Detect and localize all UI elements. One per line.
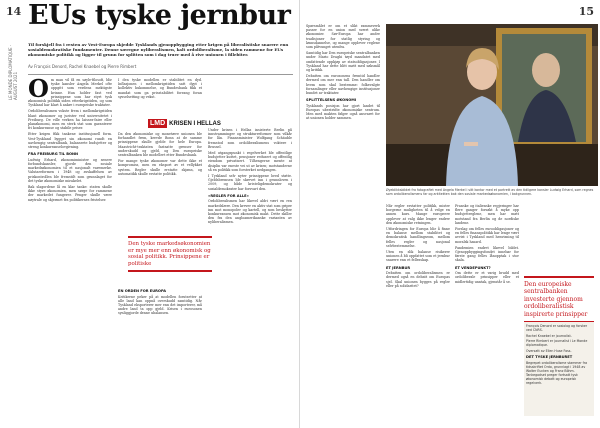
paragraph: Pandemien endret likevel bildet. Gjenoppbyggingsfondet innebar for første gang felles lånopptak i stor skala.	[455, 245, 519, 263]
subheading: ET VENDEPUNKT?	[455, 265, 491, 270]
article-column-2-top	[118, 78, 202, 114]
byline: Av François Denord, Rachel Knaebel og Pierre Rimbert	[28, 64, 137, 69]
merkel-photo	[386, 24, 598, 186]
paragraph: Bak slagordene lå en klar tanke: staten skulle ikke styre økonomien, men sørge for rammene der markedet fungerer. Penger skulle være nøytrale og skjermet fra politikernes fristelser.	[28, 185, 112, 202]
headline: EUs tyske jernbur	[28, 0, 291, 31]
subheading: ET JERNBUR	[386, 265, 411, 270]
author-note: François Denord er sosiolog og forsker ved CNRS.	[526, 324, 588, 332]
paragraph: Med utgangspunkt i regelverket ble offentlige budsjetter kuttet, pensjoner redusert og offentlig eiendom privatisert. Tilhengerne mente at disiplin var eneste vei ut av krisen; motstanderne så en politikk som forsterket nedgangen.	[208, 151, 292, 172]
left-page-number: 14	[6, 5, 22, 18]
article-column-4	[306, 24, 380, 420]
paragraph: Kritikerne peker på at modellen forutsetter at alle land kan oppnå overskudd samtidig. Når Tyskland eksporterer mer enn det importerer, må andre land ta opp gjeld. Krisen i eurosonen synliggjorde denne ubalansen.	[118, 294, 202, 316]
right-page-number: 15	[578, 5, 594, 18]
paragraph: Om man vil få en søyle-filosofi, blir tyske kansler Angela Merkel ofte oppgitt som verdens mektigste kvinne. Hun holder fast ved prinsippene som har styrt tysk økonomisk politikk siden etterkrigstiden, og som Tyskland har klart å ankre i europeiske traktater.	[28, 78, 112, 108]
author-note: Rachel Knaebel er journalist.	[526, 333, 572, 338]
subheading: SPLITTELSENS ØKONOMI	[306, 98, 357, 103]
paragraph: Tysklands posisjon har gjort landet til Europas ubestridte økonomiske sentrum. Men med makten følger også ansvaret for at unionen holder sammen.	[306, 103, 380, 121]
pull-quote	[128, 236, 212, 272]
pull-quote-rule	[128, 236, 212, 238]
author-note: Oversatt av Ellen Huse Foss.	[526, 348, 572, 353]
article-column-1	[28, 78, 112, 420]
paragraph: Samtidig har Den europeiske sentralbanken under Mario Draghi tøyd mandatet med omfattende oppkjøp av statsobligasjoner. I Tyskland har dette blitt møtt med søksmål og kritikk.	[306, 51, 380, 73]
paragraph: Da den økonomiske og monetære unionen ble forhandlet frem, krevde Bonn at de samme prinsippene skulle gjelde for hele Europa. Maastricht-traktaten fastsatte grenser for underskudd og gjeld, og Den europeiske sentralbanken ble modellert etter Bundesbank.	[118, 132, 202, 158]
paragraph: Utfordringen for Europa blir å finne en balanse mellom stabilitet og demokratisk handlingsrom, mellom felles regler og nasjonal selvbestemmelse.	[386, 227, 450, 248]
factbox-heading: DET TYSKE JERNBURET	[526, 354, 573, 359]
section-label: KRISEN I HELLAS	[169, 120, 221, 127]
left-running-label: LE MONDE DIPLOMATIQUE · AUGUST 2021	[8, 44, 18, 100]
paragraph: Under krisen i Hellas insisterte Berlin på innstramminger og strukturreformer som vilkår for lån. Finansminister Wolfgang Schäuble fremstod som ordoliberalismens voktere i Brussel.	[208, 128, 292, 149]
pull-quote-rule	[524, 276, 594, 278]
spread-gutter	[299, 0, 300, 428]
pull-quote-text: Den tyske markedsøkonomien er mye mer enn økonomisk og sosial politikk. Prinsippene er politiske	[128, 241, 211, 267]
subheading: FRA FREIBURG TIL BONN	[28, 152, 79, 157]
paragraph: Forslag om felles euroobligasjoner og en felles finanspolitikk har lenge vært avvist i Tyskland med henvisning til moralsk hasard.	[455, 227, 519, 244]
lede: Til forskjell fra i resten av Vest-Europa skjedde Tysklands gjenoppbygging etter krigen på liberalistiske snarere enn sosialdemokratiske fundamenter. Denne særegne nyliberalismen, kalt ordoliberalisme, la siden rammene for EUs økonomiske politikk og ligger til grunn for splitten som i dag truer med å rive unionen i fillebiter.	[28, 42, 289, 57]
drop-cap: O	[28, 78, 49, 103]
paragraph: For mange tyske økonomer var dette ikke et kompromiss, men en eksport av et vellykket system. Regler skulle erstatte skjønn, og automatikk skulle erstatte politikk.	[118, 159, 202, 176]
paragraph: Debatten om eurosonens fremtid handler dermed om mer enn tall. Den handler om hvem som skal bestemme: folkevalgte forsamlinger eller uavhengige institusjoner bundet av traktater.	[306, 74, 380, 96]
article-column-5	[386, 204, 450, 420]
photo-illustration	[386, 24, 598, 186]
article-column-2-mid	[118, 132, 202, 232]
pull-quote-rule	[128, 270, 212, 272]
photo-caption: Øyeblikksbildet fra fotografiet med Angela Merkel i sitt kontor med et portrett av den tidligere kansler Ludwig Erhard, som regnes som ordoliberalismens far og arkitekten bak den sosiale markedsøkonomien, i bakgrunnen.	[386, 188, 594, 197]
paragraph: Om dette er et varig brudd med ordoliberale prinsipper eller et midlertidig unntak, gjenstår å se.	[455, 271, 519, 284]
section-logo	[148, 119, 221, 128]
paragraph: I den tyske modellen er stabilitet en dyd. Inflasjonen i mellomkrigstiden satt dypt i kollektiv hukommelse, og Bundesbank fikk et mandat som ga prisstabilitet forrang foran sysselsetting og vekst.	[118, 78, 202, 99]
subheading: EN ORDEN FOR EUROPA	[118, 289, 167, 293]
factbox-body: Begrepet ordoliberalisme stammer fra tidsskriftet Ordo, grunnlagt i 1948 av Walter Eucken og Franz Böhm. Tankegodset preger fortsatt tysk økonomisk debatt og europeisk regelverk.	[526, 360, 588, 385]
paragraph: Uten en slik balanse risikerer unionen å bli oppfattet som et jernbur snarere enn et fellesskap.	[386, 250, 450, 263]
paragraph: Etter krigen fikk tankene institusjonell form. Vest-Tyskland bygget sin økonomi rundt en uavhengig sentralbank, balanserte budsjetter og streng konkurranselovgivning.	[28, 132, 112, 150]
paragraph: Ordoliberalismen vokste frem i mellomkrigstiden blant økonomer og jurister ved universitetet i Freiburg. De ville verken ha laissez-faire eller planøkonomi, men en sterk stat som garanterer fri konkurranse og stabile priser.	[28, 109, 112, 131]
paragraph: Når regler erstatter politikk, mister borgerne muligheten til å velge en annen kurs. Mange europeere opplever at valg ikke lenger endrer den økonomiske retningen.	[386, 204, 450, 225]
paragraph: Ludwig Erhard, økonomiminister og senere forbundskansler, gjorde den sosiale markedsøkonomien til et nasjonalt varemerke. Valutareformen i 1948 og avskaffelsen av priskontrollen ble fremstilt som grunnlaget for det tyske økonomiske mirakelet.	[28, 157, 112, 183]
article-column-3	[208, 128, 292, 420]
article-column-2-bottom	[118, 286, 202, 420]
article-column-6	[455, 204, 519, 420]
paragraph: Franske og italienske regjeringer har flere ganger forsøkt å myke opp budsjettreglene, men har møtt motstand fra Berlin og de nordiske landene.	[455, 204, 519, 225]
paragraph: Ordoliberalismen har likevel aldri vært en ren markedslære. Den krever en aktiv stat som griper inn mot monopoler og kartell, og som beskytter konkurransen mot økonomisk makt. Dette skiller den fra den angloamerikanske varianten av nyliberalismen.	[208, 199, 292, 225]
pull-quote-text: Den europeiske sentralbanken investerte gjennom ordoliberalistisk inspirerte prinsipper	[524, 281, 588, 318]
pull-quote	[524, 276, 594, 323]
paragraph: Spørsmålet er om et slikt rammeverk passer for en union med svært ulike økonomier. Sør-Europa har andre tradisjoner for statlig styring og lønnsdannelse, og mange opplever reglene som påtvunget utenfra.	[306, 24, 380, 50]
lmd-brand: LMD	[150, 120, 166, 127]
author-note: Pierre Rimbert er journalist i Le Monde diplomatique.	[526, 339, 588, 347]
paragraph: Debatten om ordoliberalismen er dermed også en debatt om Europas sjel. Skal unionen bygges på regler eller på solidaritet?	[386, 271, 450, 288]
paragraph: I Tyskland selv nyter prinsippene bred støtte. Gjeldsbremsen ble skrevet inn i grunnloven i 2009, og både kristeligdemokrater og sosialdemokrater har forsvart den.	[208, 174, 292, 191]
subheading: «REGLER FOR ALLE»	[208, 193, 249, 198]
author-factbox	[524, 322, 594, 416]
header-rule	[28, 74, 293, 75]
